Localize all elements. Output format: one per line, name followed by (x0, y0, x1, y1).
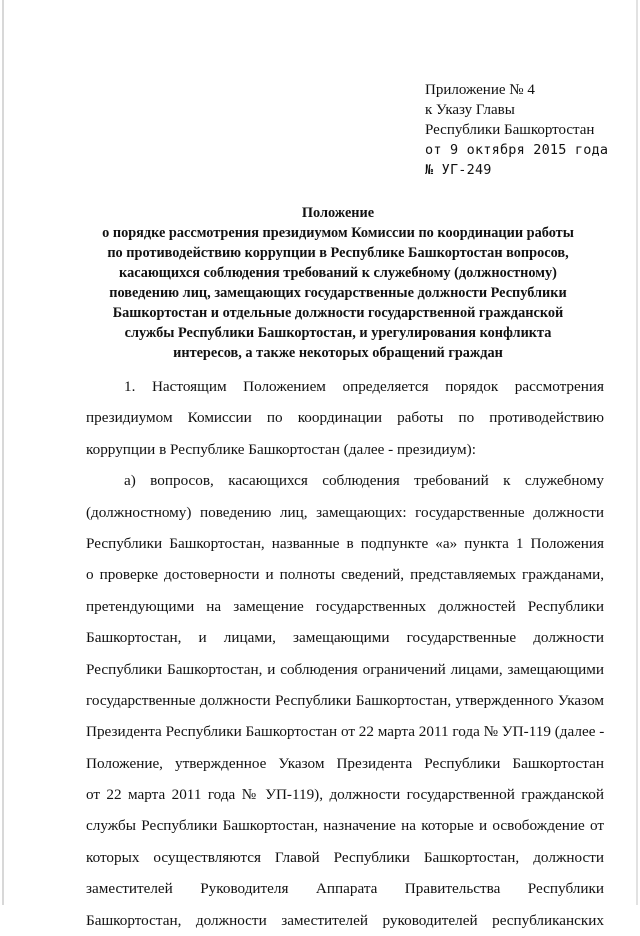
appendix-date: от 9 октября 2015 года (425, 142, 609, 158)
paragraph-a-line: службы Республики Башкортостан, назначение на которые и освобождение от (86, 817, 604, 835)
title-line: по противодействию коррупции в Республике Башкортостан вопросов, (107, 245, 569, 261)
appendix-header (425, 80, 635, 180)
paragraph-a-line: а) вопросов, касающихся соблюдения требований к служебному (124, 472, 604, 490)
paragraph-a-line: о проверке достоверности и полноты сведений, представляемых гражданами, (86, 566, 604, 584)
appendix-decree-number: № УГ-249 (425, 162, 492, 178)
paragraph-1-line: коррупции в Республике Башкортостан (далее - президиум): (86, 440, 476, 458)
title-heading: Положение (301, 205, 375, 221)
paragraph-a-line: Башкортостан, и лицами, замещающими государственные должности (86, 629, 604, 647)
paragraph-1-line: 1. Настоящим Положением определяется порядок рассмотрения (124, 378, 604, 395)
appendix-republic: Республики Башкортостан (425, 122, 595, 138)
paragraph-a-line: Президента Республики Башкортостан от 22 марта 2011 года № УП-119 (далее - (86, 723, 605, 741)
document-title (88, 203, 588, 363)
paragraph-a-line: Республики Башкортостан, названные в подпункте «а» пункта 1 Положения (86, 534, 604, 552)
paragraph-a-line: (должностному) поведению лиц, замещающих: государственные должности (86, 503, 604, 521)
paragraph-1-line: президиумом Комиссии по координации работы по противодействию (86, 409, 604, 427)
paragraph-a-line: государственные должности Республики Башкортостан, утвержденного Указом (86, 691, 604, 709)
appendix-number: Приложение № 4 (425, 82, 535, 98)
document-body (86, 371, 604, 936)
paragraph-a-line: заместителей Руководителя Аппарата Правительства Республики (86, 880, 604, 898)
scan-edge-left (2, 0, 4, 905)
scan-edge-right (636, 0, 638, 905)
paragraph-a-line: Положение, утвержденное Указом Президента Республики Башкортостан (86, 754, 604, 772)
paragraph-a-line: претендующими на замещение государственных должностей Республики (86, 597, 604, 615)
paragraph-a-line: Башкортостан, должности заместителей руководителей республиканских (86, 911, 604, 929)
title-line: о порядке рассмотрения президиумом Комиссии по координации работы (102, 225, 574, 241)
appendix-decree-ref: к Указу Главы (425, 102, 515, 118)
paragraph-a-line: которых осуществляются Главой Республики Башкортостан, должности (86, 848, 604, 866)
title-line: поведению лиц, замещающих государственные должности Республики (109, 285, 567, 301)
title-line: касающихся соблюдения требований к служебному (должностному) (119, 265, 557, 281)
paragraph-a-line: Республики Башкортостан, и соблюдения ограничений лицами, замещающими (86, 660, 604, 678)
title-line: Башкортостан и отдельные должности государственной гражданской (112, 305, 564, 321)
paragraph-a-line: от 22 марта 2011 года № УП-119), должности государственной гражданской (86, 786, 604, 804)
title-line: интересов, а также некоторых обращений граждан (173, 345, 503, 361)
title-line: службы Республики Башкортостан, и урегулирования конфликта (124, 325, 552, 341)
